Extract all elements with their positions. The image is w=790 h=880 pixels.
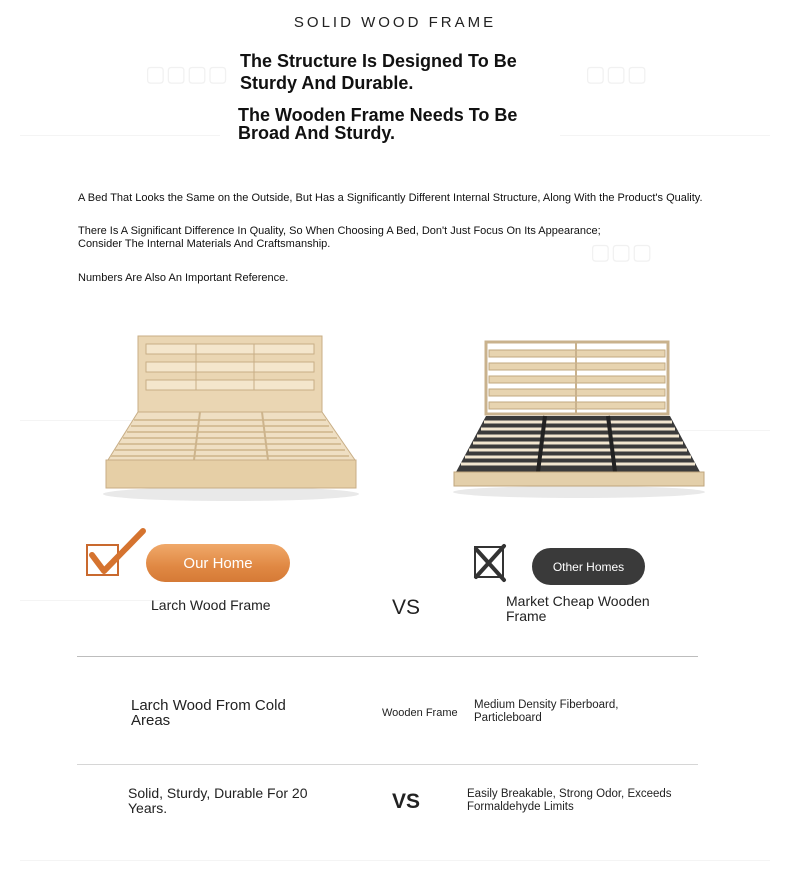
cross-box-icon — [472, 543, 508, 583]
headline-frame: The Wooden Frame Needs To Be Broad And Sturdy. — [238, 105, 518, 143]
row-2-vs: VS — [392, 790, 421, 813]
row-1-middle: Wooden Frame — [382, 707, 458, 719]
divider — [77, 656, 698, 657]
divider — [77, 764, 698, 765]
checkmark-icon — [84, 528, 148, 580]
row-2-left: Solid, Sturdy, Durable For 20 Years. — [128, 785, 308, 816]
other-homes-label: Other Homes — [552, 559, 625, 574]
our-home-badge — [146, 544, 290, 582]
section-title: SOLID WOOD FRAME — [293, 14, 497, 31]
intro-paragraph-2b: Consider The Internal Materials And Craftsmanship. — [78, 238, 331, 250]
other-homes-badge — [532, 548, 645, 585]
headline-structure: The Structure Is Designed To Be Sturdy And Durable. — [240, 51, 517, 93]
our-bed-image — [100, 330, 362, 505]
our-frame-label: Larch Wood Frame — [151, 597, 271, 613]
other-bed-image — [448, 336, 710, 501]
row-1-right: Medium Density Fiberboard, Particleboard — [474, 699, 619, 724]
intro-paragraph-3: Numbers Are Also An Important Reference. — [78, 272, 289, 284]
our-home-label: Our Home — [183, 554, 253, 572]
other-frame-label: Market Cheap Wooden Frame — [506, 593, 650, 624]
intro-paragraph-1: A Bed That Looks the Same on the Outside, But Has a Significantly Different Internal Structure, Along With the Product's Quality. — [78, 192, 703, 204]
row-2-right: Easily Breakable, Strong Odor, Exceeds Formaldehyde Limits — [467, 788, 672, 813]
intro-paragraph-2: There Is A Significant Difference In Quality, So When Choosing A Bed, Don't Just Focus On Its Appearance; — [78, 225, 601, 237]
vs-label: VS — [392, 596, 421, 619]
row-1-left: Larch Wood From Cold Areas — [131, 697, 286, 729]
